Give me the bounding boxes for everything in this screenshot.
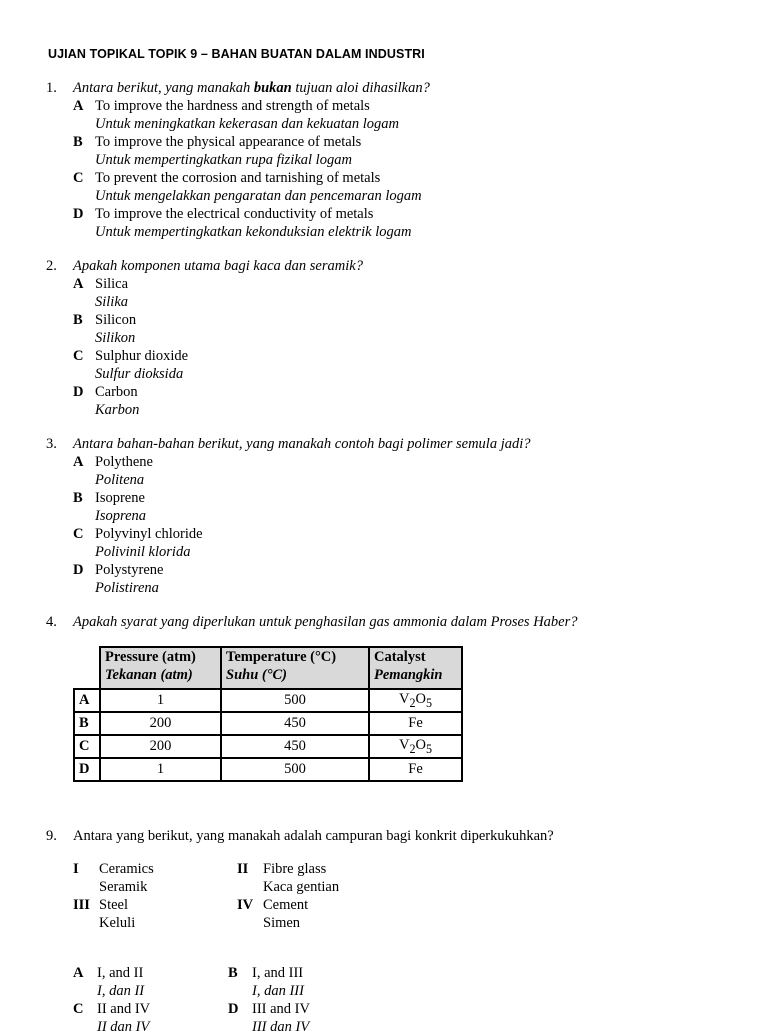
question-number: 3. [46, 436, 57, 452]
question-1: 1. Antara berikut, yang manakah bukan tujuan aloi dihasilkan? A To improve the hardness and strength of metals Untuk meningkatkan kekerasan dan kekuatan logam B To improve the physical appearance of metals Untuk mempertingkatkan rupa fizikal logam C To prevent the corrosion and tarnishing of metals Untuk mengelakkan pengaratan dan pencemaran logam D To improve the electrical conductivity of metals Untuk mempertingkatkan kekonduksian elektrik logam [46, 79, 746, 241]
question-number: 2. [46, 258, 57, 274]
page-heading: UJIAN TOPIKAL TOPIK 9 – BAHAN BUATAN DALAM INDUSTRI [48, 47, 425, 61]
option-a[interactable]: A To improve the hardness and strength of metals [73, 98, 370, 114]
item-iv: IV Cement [237, 897, 309, 913]
answer-list-right: B I, and III I, dan III D III and IV III dan IV [228, 965, 310, 1035]
table-row[interactable]: D 1 500 Fe [74, 758, 462, 781]
item-iii: III Steel [73, 897, 128, 913]
answer-list-left: A I, and II I, dan II C II and IV II dan IV [73, 965, 151, 1035]
option-d[interactable]: D III and IV [228, 1001, 310, 1017]
question-number: 4. [46, 614, 57, 630]
item-list-right: II Fibre glass Kaca gentian IV Cement Simen [237, 861, 340, 931]
option-d[interactable]: D Polystyrene [73, 562, 164, 578]
option-c[interactable]: C Sulphur dioxide [73, 348, 189, 364]
item-list-left: I Ceramics Seramik III Steel Keluli [73, 861, 154, 931]
question-9 [46, 827, 746, 845]
question-text: Antara berikut, yang manakah bukan tujuan aloi dihasilkan? [73, 80, 430, 96]
item-i: I Ceramics [73, 861, 154, 877]
header-temperature: Temperature (°C) Suhu (°C) [221, 647, 369, 689]
option-c[interactable]: C Polyvinyl chloride [73, 526, 203, 542]
option-b[interactable]: B I, and III [228, 965, 304, 981]
option-a[interactable]: A Silica [73, 276, 129, 292]
option-b[interactable]: B Silicon [73, 312, 137, 328]
option-b[interactable]: B To improve the physical appearance of metals [73, 134, 362, 150]
item-ii: II Fibre glass [237, 861, 327, 877]
question-text: Apakah syarat yang diperlukan untuk penghasilan gas ammonia dalam Proses Haber? [73, 614, 578, 630]
header-pressure: Pressure (atm) Tekanan (atm) [100, 647, 221, 689]
table-row[interactable]: B 200 450 Fe [74, 712, 462, 735]
haber-process-table [73, 646, 463, 782]
option-d[interactable]: D Carbon [73, 384, 138, 400]
option-b[interactable]: B Isoprene [73, 490, 145, 506]
option-d[interactable]: D To improve the electrical conductivity of metals [73, 206, 374, 222]
option-c[interactable]: C II and IV [73, 1001, 151, 1017]
table-row[interactable]: C 200 450 $V_2O_5$ [74, 735, 462, 758]
question-number: 1. [46, 80, 57, 96]
question-text: Antara yang berikut, yang manakah adalah campuran bagi konkrit diperkukuhkan? [73, 828, 554, 844]
header-catalyst: Catalyst Pemangkin [369, 647, 462, 689]
question-text: Apakah komponen utama bagi kaca dan seramik? [73, 258, 363, 274]
option-a[interactable]: A Polythene [73, 454, 153, 470]
question-3: 3. Antara bahan-bahan berikut, yang manakah contoh bagi polimer semula jadi? A Polythene Politena B Isoprene Isoprena C Polyvinyl chloride Polivinil klorida D Polystyrene Polistirena [46, 435, 746, 597]
table-row[interactable]: A 1 500 $V_2O_5$ [74, 689, 462, 712]
question-2: 2. Apakah komponen utama bagi kaca dan seramik? A Silica Silika B Silicon Silikon C Sulphur dioxide Sulfur dioksida D Carbon Karbon [46, 257, 746, 419]
option-c[interactable]: C To prevent the corrosion and tarnishing of metals [73, 170, 381, 186]
option-a[interactable]: A I, and II [73, 965, 144, 981]
question-text: Antara bahan-bahan berikut, yang manakah contoh bagi polimer semula jadi? [73, 436, 531, 452]
question-number: 9. [46, 828, 57, 844]
question-4 [46, 613, 746, 631]
